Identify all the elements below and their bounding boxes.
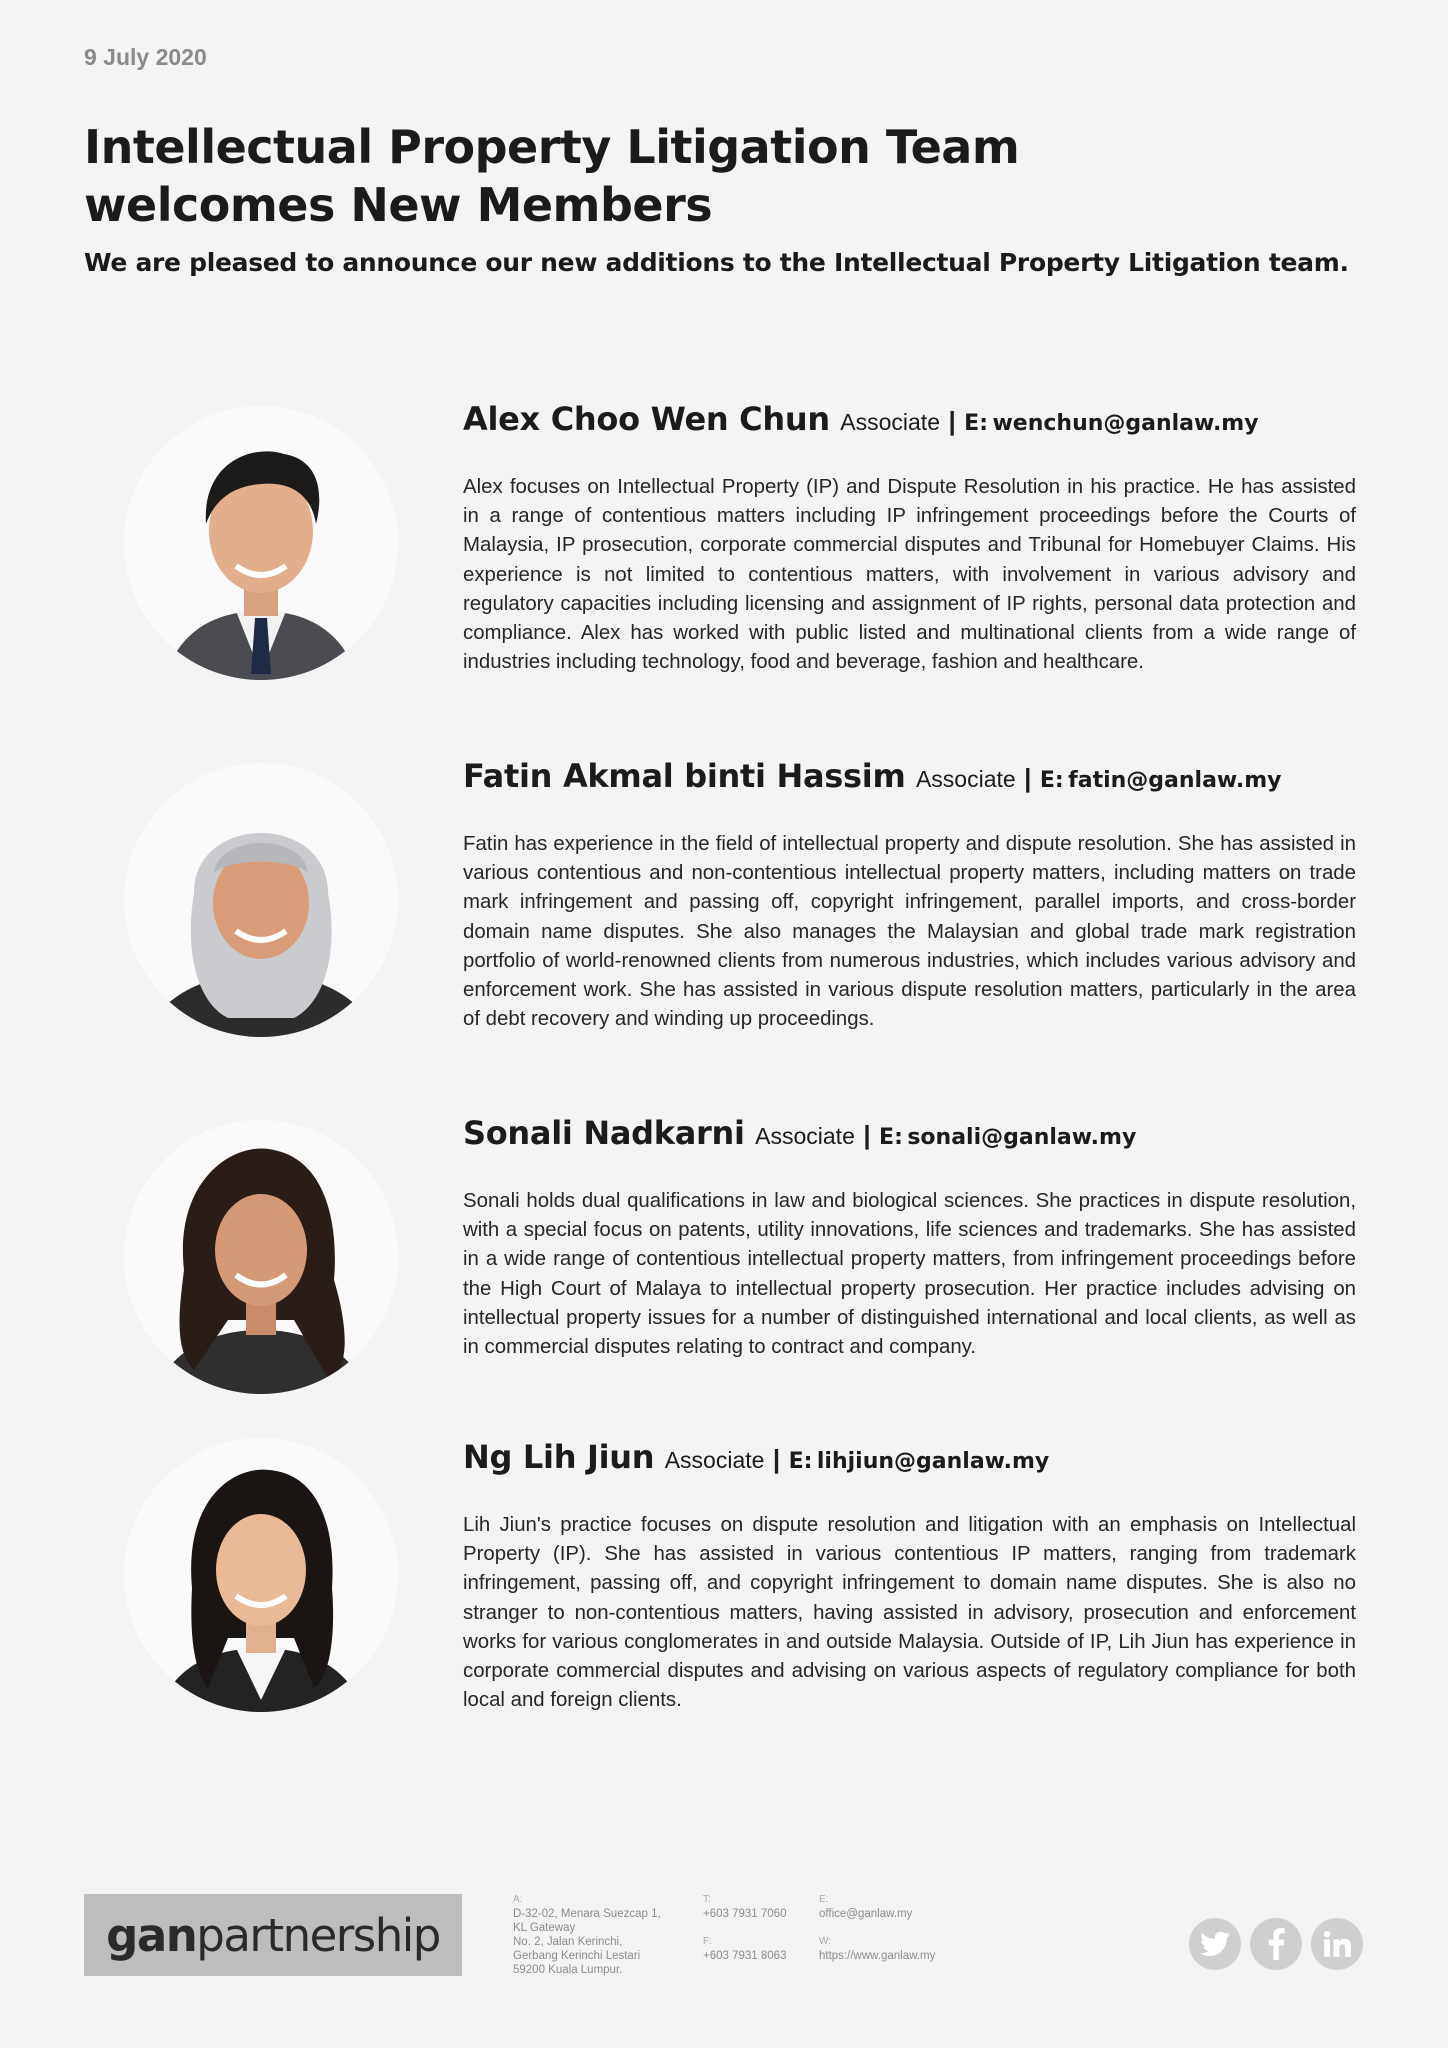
address-line: 59200 Kuala Lumpur.	[513, 1964, 623, 1976]
member-header: Alex Choo Wen Chun Associate | E: wenchun@ganlaw.my	[463, 400, 1259, 438]
web-label: W:	[819, 1936, 832, 1947]
email-label: E:	[1039, 768, 1064, 793]
member-role: Associate	[755, 1123, 855, 1149]
page-title	[84, 118, 1234, 234]
portrait-male-icon	[124, 406, 398, 680]
facebook-icon[interactable]	[1250, 1918, 1302, 1970]
portrait-female-icon	[124, 1438, 398, 1712]
title-line-2: welcomes New Members	[84, 178, 713, 232]
logo-bold: gan	[106, 1908, 197, 1962]
portrait-female-hijab-icon	[124, 763, 398, 1037]
portrait-female-icon	[124, 1120, 398, 1394]
member-header: Fatin Akmal binti Hassim Associate | E: fatin@ganlaw.my	[463, 757, 1282, 795]
footer-contact	[819, 1893, 989, 1963]
address-label: A:	[513, 1894, 523, 1905]
footer-website[interactable]: https://www.ganlaw.my	[819, 1950, 936, 1962]
email-label: E:	[964, 411, 988, 436]
company-logo	[84, 1894, 462, 1976]
member-bio: Lih Jiun's practice focuses on dispute resolution and litigation with an emphasis on Intellectual Property (IP). She has assisted in various contentious IP matters, ranging from trademark infringement, passing off, and copyright infringement to domain name disputes. She is also no stranger to non-contentious matters, having assisted in advisory, prosecution and enforcement works for various conglomerates in and outside Malaysia. Outside of IP, Lih Jiun has experience in corporate commercial disputes and advising on various aspects of regulatory compliance for both local and foreign clients.	[463, 1514, 1356, 1712]
member-role: Associate	[915, 766, 1016, 792]
member-role: Associate	[840, 409, 940, 435]
fax-label: F:	[703, 1936, 712, 1947]
member-email[interactable]: fatin@ganlaw.my	[1068, 768, 1282, 793]
address-line: KL Gateway	[513, 1922, 576, 1934]
date: 9 July 2020	[84, 44, 207, 70]
linkedin-icon[interactable]	[1311, 1918, 1363, 1970]
footer-phone	[703, 1893, 813, 1963]
twitter-icon[interactable]	[1189, 1918, 1241, 1970]
logo-light: partnership	[196, 1908, 440, 1962]
member-name: Alex Choo Wen Chun	[463, 400, 830, 438]
member-photo	[124, 1438, 398, 1712]
tel-label: T:	[703, 1894, 711, 1905]
email-label: E:	[879, 1125, 903, 1150]
footer-email-label: E:	[819, 1894, 829, 1905]
address-line: No. 2, Jalan Kerinchi,	[513, 1936, 623, 1948]
member-name: Fatin Akmal binti Hassim	[463, 757, 906, 795]
member-bio: Sonali holds dual qualifications in law and biological sciences. She practices in dispute resolution, with a special focus on patents, utility innovations, life sciences and trademarks. She has assisted in a wide range of contentious intellectual property matters, from infringement proceedings before the High Court of Malaya to intellectual property prosecution. Her practice includes advising on intellectual property issues for a number of distinguished international and local clients, as well as in commercial disputes relating to contract and company.	[463, 1190, 1356, 1359]
address-line: D-32-02, Menara Suezcap 1,	[513, 1908, 661, 1920]
member-email[interactable]: sonali@ganlaw.my	[907, 1125, 1137, 1150]
member-email[interactable]: wenchun@ganlaw.my	[992, 411, 1259, 436]
member-photo	[124, 763, 398, 1037]
fax-value: +603 7931 8063	[703, 1950, 787, 1962]
member-photo	[124, 406, 398, 680]
member-header: Sonali Nadkarni Associate | E: sonali@ganlaw.my	[463, 1114, 1137, 1152]
member-role: Associate	[664, 1447, 765, 1473]
address-line: Gerbang Kerinchi Lestari	[513, 1950, 641, 1962]
title-line-1: Intellectual Property Litigation Team	[84, 120, 1020, 174]
member-bio: Alex focuses on Intellectual Property (IP) and Dispute Resolution in his practice. He has assisted in a range of contentious matters including IP infringement proceedings before the Courts of Malaysia, IP prosecution, corporate commercial disputes and Tribunal for Homebuyer Claims. His experience is not limited to contentious matters, with involvement in various advisory and regulatory capacities including licensing and assignment of IP rights, personal data protection and compliance. Alex has worked with public listed and multinational clients from a wide range of industries including technology, food and beverage, fashion and healthcare.	[463, 476, 1356, 674]
member-name: Ng Lih Jiun	[463, 1438, 655, 1476]
member-email[interactable]: lihjiun@ganlaw.my	[816, 1449, 1050, 1474]
subtitle: We are pleased to announce our new additions to the Intellectual Property Litigation team.	[84, 248, 1349, 277]
tel-value: +603 7931 7060	[703, 1908, 787, 1920]
member-name: Sonali Nadkarni	[463, 1114, 745, 1152]
member-bio: Fatin has experience in the field of intellectual property and dispute resolution. She has assisted in various contentious and non-contentious intellectual property matters, including matters on trade mark infringement and passing off, copyright infringement, parallel imports, and cross-border domain name disputes. She also manages the Malaysian and global trade mark registration portfolio of world-renowned clients from numerous industries, which includes various advisory and enforcement work. She has assisted in various dispute resolution matters, particularly in the area of debt recovery and winding up proceedings.	[463, 833, 1356, 1031]
footer-address	[513, 1893, 693, 1977]
email-label: E:	[788, 1449, 813, 1474]
member-photo	[124, 1120, 398, 1394]
member-header: Ng Lih Jiun Associate | E: lihjiun@ganlaw.my	[463, 1438, 1050, 1476]
footer-email[interactable]: office@ganlaw.my	[819, 1908, 913, 1920]
